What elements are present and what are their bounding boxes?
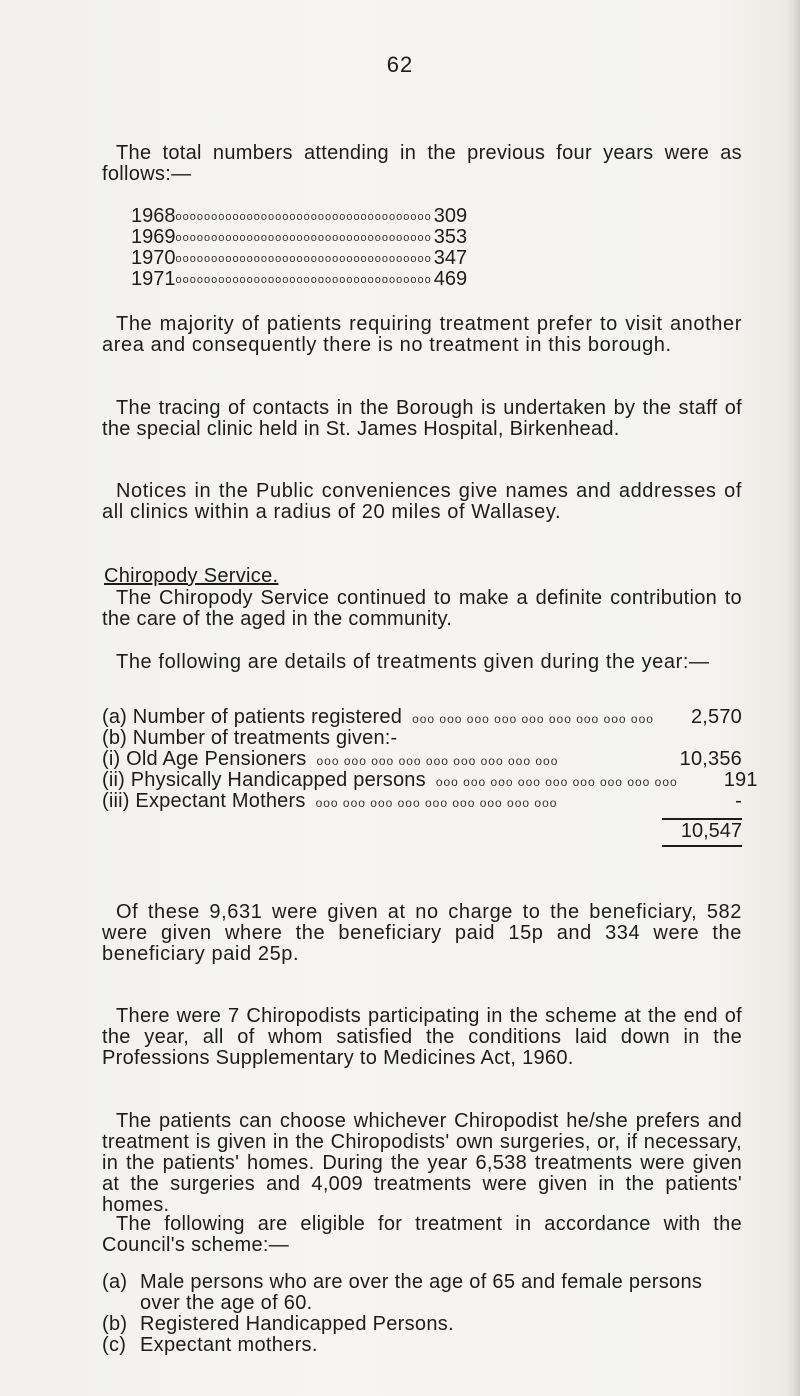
table-row <box>102 728 742 749</box>
list-text: Male persons who are over the age of 65 and female persons over the age of 60. <box>140 1271 703 1314</box>
list-marker: (c) <box>102 1334 127 1356</box>
attendance-value: 347 <box>433 247 468 269</box>
treatments-table <box>102 706 758 812</box>
total-rule-bottom <box>662 845 742 847</box>
dot-leader: ooo ooo ooo ooo ooo ooo ooo ooo ooo <box>316 754 559 768</box>
table-row <box>102 707 742 728</box>
attendance-list <box>131 205 468 290</box>
choose-paragraph: The patients can choose whichever Chiropodist he/she prefers and treatment is given in the Chiropodists' own surgeries, or, if necessary, in the patients' homes. During the year 6,538 treatments were given at the surgeries and 4,009 treatments were given in the patients' homes. <box>102 1110 742 1216</box>
dot-leader: ooo ooo ooo ooo ooo ooo ooo ooo ooo <box>412 712 654 726</box>
these-paragraph: Of these 9,631 were given at no charge to the beneficiary, 582 were given where the beneficiary paid 15p and 334 were the beneficiary paid 25p. <box>102 901 742 965</box>
treatment-value: 10,356 <box>679 748 742 770</box>
eligible-paragraph: The following are eligible for treatment in accordance with the Council's scheme:— <box>102 1213 742 1256</box>
attendance-value: 353 <box>433 226 468 248</box>
chiropody-paragraph: The Chiropody Service continued to make a definite contribution to the care of the aged in the community. <box>102 587 742 630</box>
dot-leader: oooooooooooooooooooooooooooooooooooo <box>175 274 432 286</box>
treatment-label: (b) Number of treatments given:- <box>102 727 398 749</box>
table-row <box>102 791 742 812</box>
tracing-paragraph: The tracing of contacts in the Borough is undertaken by the staff of the special clinic held in St. James Hospital, Birkenhead. <box>102 397 742 440</box>
list-item <box>102 1272 742 1314</box>
attendance-year: 1971 <box>131 268 176 290</box>
list-text: Expectant mothers. <box>140 1334 318 1356</box>
notices-paragraph: Notices in the Public conveniences give names and addresses of all clinics within a radius of 20 miles of Wallasey. <box>102 480 742 523</box>
attendance-row <box>131 226 468 248</box>
attendance-value: 309 <box>433 205 468 227</box>
page-number: 62 <box>386 52 414 77</box>
treatment-label: (ii) Physically Handicapped persons <box>102 769 426 791</box>
intro-paragraph: The total numbers attending in the previous four years were as follows:— <box>102 142 742 185</box>
attendance-row <box>131 205 468 227</box>
list-item <box>102 1335 742 1356</box>
treatment-label: (i) Old Age Pensioners <box>102 748 307 770</box>
dot-leader: oooooooooooooooooooooooooooooooooooo <box>175 253 432 265</box>
treatment-label: (iii) Expectant Mothers <box>102 790 306 812</box>
table-row <box>102 749 742 770</box>
attendance-value: 469 <box>433 268 468 290</box>
blank-leader <box>397 728 662 749</box>
attendance-year: 1968 <box>131 205 176 227</box>
treatment-value: 191 <box>723 769 758 791</box>
page-edge-shadow <box>786 0 800 1396</box>
attendance-row <box>131 247 468 269</box>
table-row <box>102 769 758 791</box>
treatment-value: 2,570 <box>690 706 742 728</box>
attendance-row <box>131 268 468 290</box>
treatments-total: 10,547 <box>680 820 742 842</box>
treatment-value: - <box>735 790 742 812</box>
attendance-year: 1969 <box>131 226 176 248</box>
attendance-year: 1970 <box>131 247 176 269</box>
list-item <box>102 1314 742 1335</box>
list-marker: (b) <box>102 1313 128 1335</box>
eligible-list <box>102 1272 742 1356</box>
treatment-label: (a) Number of patients registered <box>102 706 403 728</box>
majority-paragraph: The majority of patients requiring treatment prefer to visit another area and consequently there is no treatment in this borough. <box>102 313 742 356</box>
dot-leader: ooo ooo ooo ooo ooo ooo ooo ooo ooo <box>435 775 678 789</box>
list-text: Registered Handicapped Persons. <box>140 1313 454 1335</box>
treatment-value <box>662 728 742 749</box>
chiropodists-paragraph: There were 7 Chiropodists participating in the scheme at the end of the year, all of whom satisfied the conditions laid down in the Professions Supplementary to Medicines Act, 1960. <box>102 1005 742 1069</box>
dot-leader: oooooooooooooooooooooooooooooooooooo <box>175 211 432 223</box>
dot-leader: ooo ooo ooo ooo ooo ooo ooo ooo ooo <box>315 796 558 810</box>
following-paragraph: The following are details of treatments given during the year:— <box>116 651 710 673</box>
dot-leader: oooooooooooooooooooooooooooooooooooo <box>175 232 432 244</box>
list-marker: (a) <box>102 1271 128 1293</box>
chiropody-heading: Chiropody Service. <box>104 565 279 587</box>
